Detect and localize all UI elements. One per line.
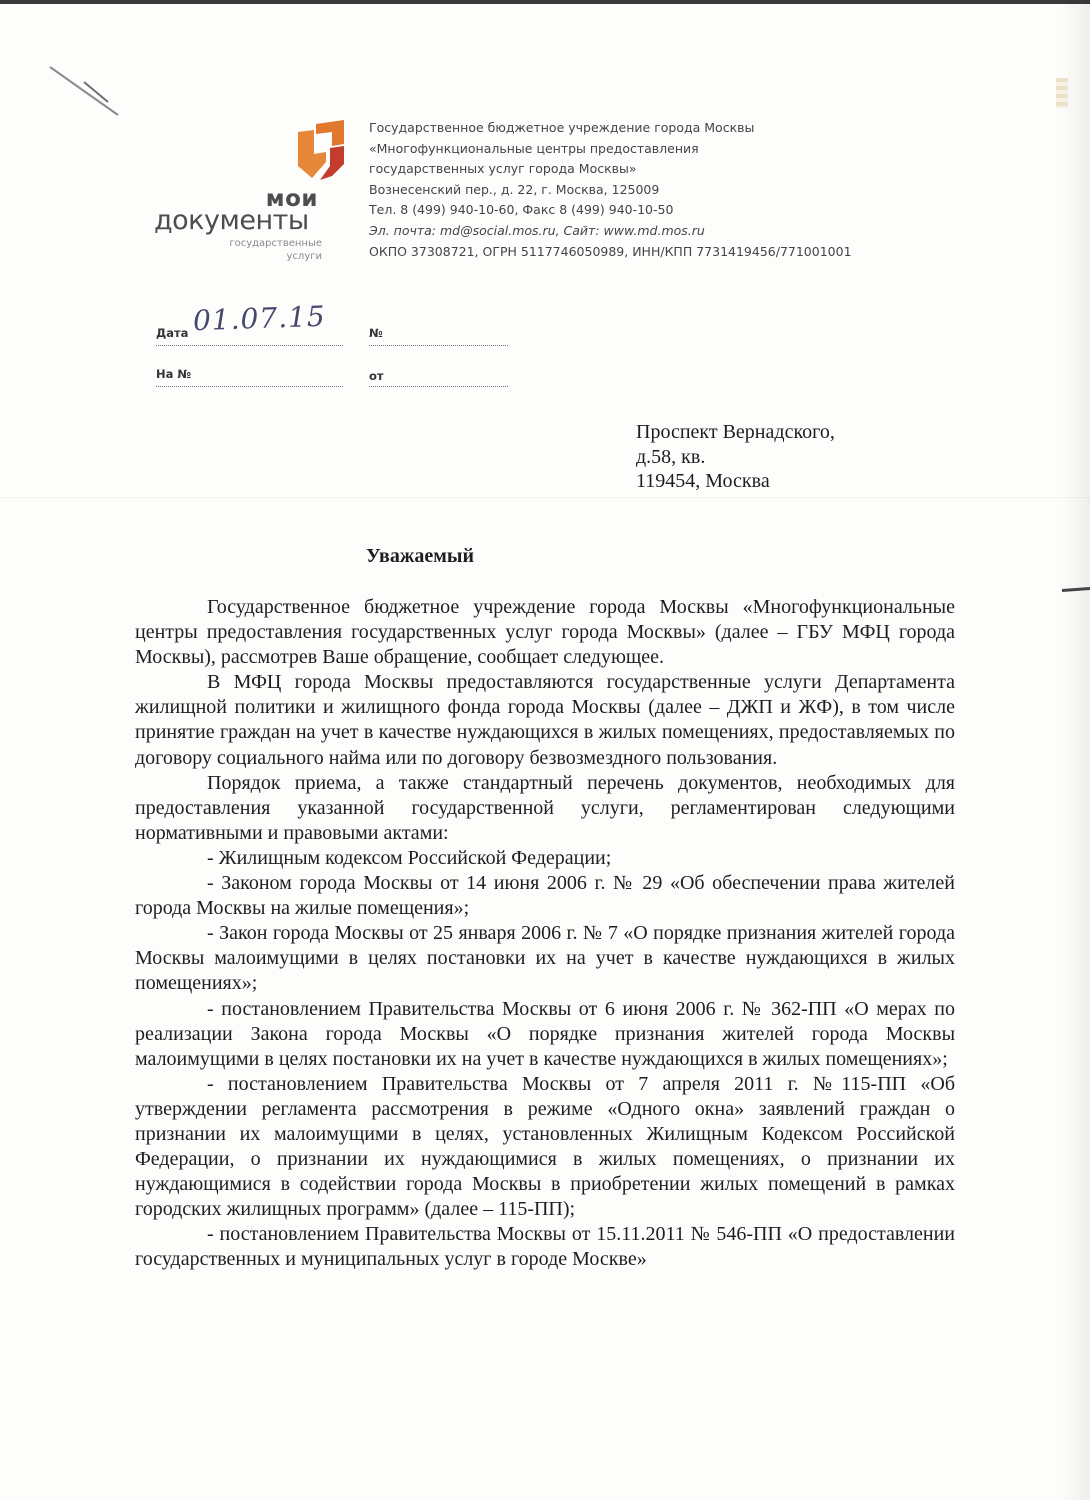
body-paragraph: Порядок приема, а также стандартный перечень документов, необходимых для предоставления указанной государственной услуги, регламентирован следующими нормативными и правовыми актами: <box>135 771 955 844</box>
scan-right-shadow <box>1060 0 1090 1500</box>
logo-tagline <box>229 237 322 263</box>
org-name-line: государственных услуг города Москвы» <box>369 161 637 177</box>
paper-fold-line <box>0 497 1090 498</box>
date-label: Дата <box>156 326 189 340</box>
list-item: - Закон города Москвы от 25 января 2006 г. № 7 «О порядке признания жителей города Москвы малоимущими в целях постановки их на учет в качестве нуждающихся в жилых помещениях»; <box>135 922 955 995</box>
address-line: д.58, кв. <box>636 445 706 468</box>
ref-number-field-line <box>156 386 343 387</box>
address-line: Проспект Вернадского, <box>636 421 835 443</box>
logo-tagline-line: услуги <box>286 251 322 262</box>
organization-header <box>369 118 929 262</box>
number-label: № <box>369 326 383 340</box>
org-address-line: Вознесенский пер., д. 22, г. Москва, 125009 <box>369 181 660 197</box>
logo-tagline-line: государственные <box>229 238 322 249</box>
letter-body <box>135 595 955 1273</box>
org-codes-line: ОКПО 37308721, ОГРН 5117746050989, ИНН/КПП 7731419456/771001001 <box>369 243 852 259</box>
from-label: от <box>369 369 384 383</box>
list-item: - Жилищным кодексом Российской Федерации; <box>207 846 612 869</box>
logo-text-dokumenty: документы <box>154 205 309 236</box>
list-item: - постановлением Правительства Москвы от 7 апреля 2011 г. №115-ПП «Об утверждении регламента рассмотрения в режиме «Одного окна» заявлений граждан о признании их малоимущими в целях, установленных Жилищным Кодексом Российской Федерации, о признании их нуждающимися в жилых помещениях, о признании их нуждающимися в содействии города Москвы в приобретении жилых помещений в рамках городских жилищных программ» (далее – 115-ПП); <box>135 1072 955 1221</box>
logo-symbol-icon <box>294 118 348 182</box>
recipient-address <box>636 420 835 494</box>
body-paragraph: В МФЦ города Москвы предоставляются государственные услуги Департамента жилищной политики и жилищного фонда города Москвы (далее – ДЖП и ЖФ), в том числе принятие граждан на учет в качестве нуждающихся в жилых помещениях, предоставляемых по договору социального найма или по договору безвозмездного пользования. <box>135 671 955 769</box>
from-field-line <box>369 386 508 387</box>
logo-text-moi: мои <box>265 186 318 212</box>
org-contacts-line: Эл. почта: md@social.mos.ru, Сайт: www.md.mos.ru <box>369 222 705 238</box>
salutation: Уважаемый <box>366 545 474 567</box>
list-item: - постановлением Правительства Москвы от 15.11.2011 № 546-ПП «О предоставлении государственных и муниципальных услуг в городе Москве» <box>135 1223 955 1271</box>
address-line: 119454, Москва <box>636 470 770 492</box>
list-item: - Законом города Москвы от 14 июня 2006 г. № 29 «Об обеспечении права жителей города Москвы на жилые помещения»; <box>135 872 955 920</box>
handwritten-date: 01.07.15 <box>192 299 327 338</box>
ref-number-label: На № <box>156 367 192 381</box>
org-name-line: Государственное бюджетное учреждение города Москвы <box>369 120 755 135</box>
scan-top-edge <box>0 0 1090 4</box>
date-field-line <box>156 345 343 346</box>
list-item: - постановлением Правительства Москвы от 6 июня 2006 г. № 362-ПП «О мерах по реализации Закона города Москвы «О порядке признания жителей города Москвы малоимущими в целях постановки их на учет в качестве нуждающихся в жилых помещениях»; <box>135 997 955 1070</box>
moi-dokumenty-logo <box>150 118 330 268</box>
org-phone-line: Тел. 8 (499) 940-10-60, Факс 8 (499) 940-10-50 <box>369 202 674 218</box>
scan-edge-mark <box>1056 78 1068 108</box>
number-field-line <box>369 345 508 346</box>
body-paragraph: Государственное бюджетное учреждение города Москвы «Многофункциональные центры предоставления государственных услуг города Москвы» (далее – ГБУ МФЦ города Москвы), рассмотрев Ваше обращение, сообщает следующее. <box>135 596 955 669</box>
staple-mark-icon <box>48 64 128 118</box>
org-name-line: «Многофункциональные центры предоставления <box>369 140 699 156</box>
